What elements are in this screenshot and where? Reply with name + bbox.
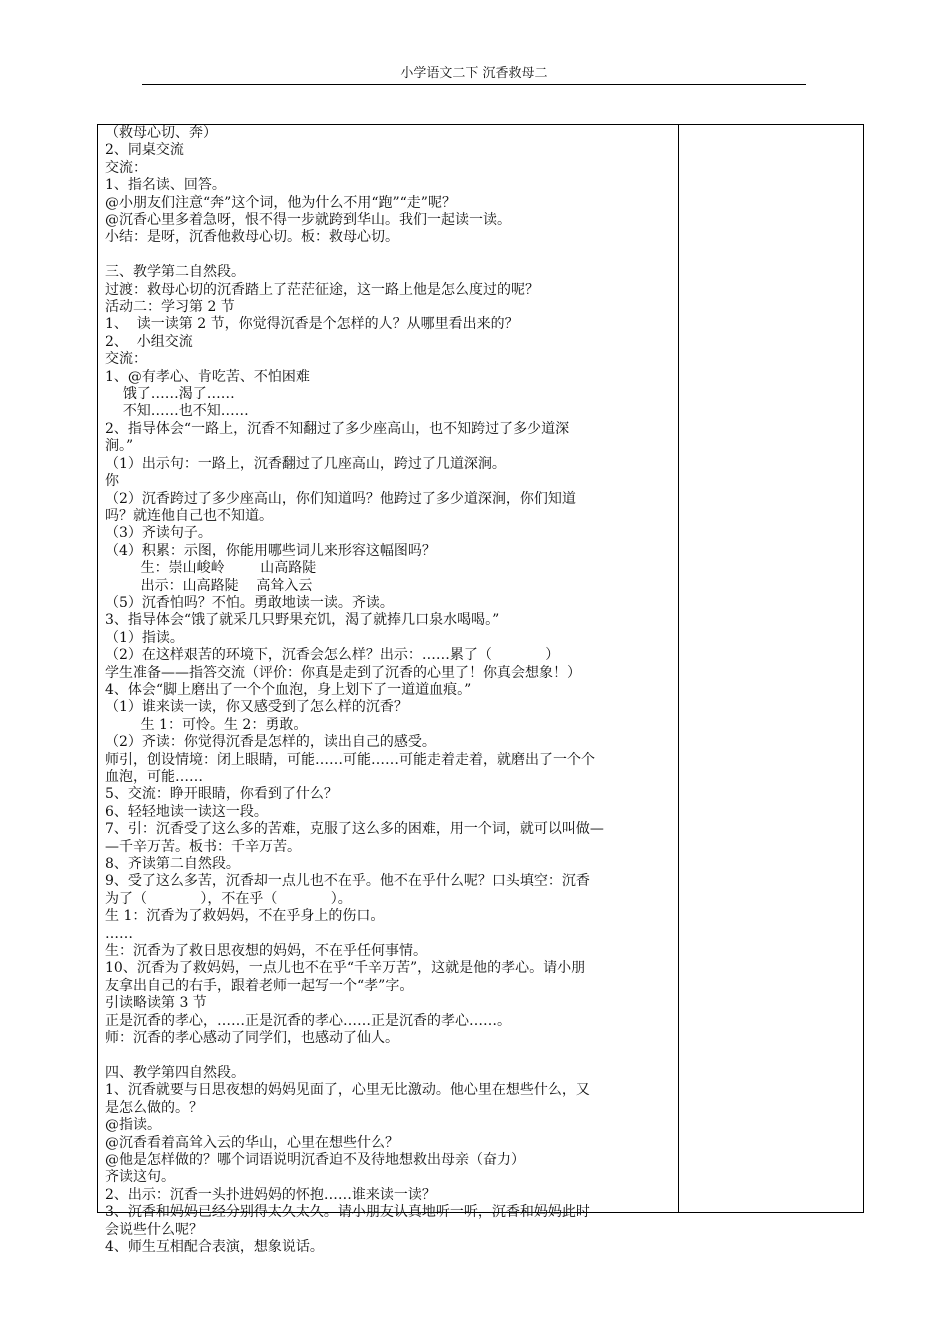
header-rule xyxy=(142,84,806,85)
text-line: 出示：山高路陡 高耸入云 xyxy=(105,577,313,594)
text-line: 生 1：沉香为了救妈妈，不在乎身上的伤口。 xyxy=(105,908,385,925)
text-line: @他是怎样做的？哪个词语说明沉香迫不及待地想救出母亲（奋力） xyxy=(105,1151,525,1168)
text-line: 是怎么做的。？ xyxy=(105,1099,203,1116)
text-line: @沉香看着高耸入云的华山，心里在想些什么？ xyxy=(105,1134,399,1151)
text-line xyxy=(105,1048,673,1065)
text-line: 引读略读第 3 节 xyxy=(105,995,207,1012)
text-line: （4）积累：示图，你能用哪些词儿来形容这幅图吗？ xyxy=(105,542,436,559)
text-line: 1、指名读、回答。 xyxy=(105,177,226,194)
text-line: 为了（ ），不在乎（ ）。 xyxy=(105,890,352,907)
text-line: 吗？就连他自己也不知道。 xyxy=(105,507,273,524)
text-line: 友拿出自己的右手，跟着老师一起写一个“孝”字。 xyxy=(105,977,414,994)
text-line: —千辛万苦。板书：千辛万苦。 xyxy=(105,838,301,855)
text-line: 学生准备——指答交流（评价：你真是走到了沉香的心里了！你真会想象！） xyxy=(105,664,581,681)
text-line: 四、教学第四自然段。 xyxy=(105,1064,245,1081)
text-line: 2、 小组交流 xyxy=(105,333,193,350)
text-line: 生：崇山峻岭 山高路陡 xyxy=(105,560,317,577)
page-header: 小学语文二下 沉香救母二 xyxy=(400,66,548,81)
text-line: 1、 读一读第 2 节，你觉得沉香是个怎样的人？从哪里看出来的？ xyxy=(105,316,519,333)
text-line: 10、沉香为了救妈妈，一点儿也不在乎“千辛万苦”，这就是他的孝心。请小朋 xyxy=(105,960,586,977)
text-line: 会说些什么呢？ xyxy=(105,1221,203,1238)
text-line: 7、引：沉香受了这么多的苦难，克服了这么多的困难，用一个词，就可以叫做— xyxy=(105,821,604,838)
text-line: 2、出示：沉香一头扑进妈妈的怀抱……谁来读一读？ xyxy=(105,1186,436,1203)
text-line: （1）谁来读一读，你又感受到了怎么样的沉香？ xyxy=(105,699,408,716)
text-line: 饿了……渴了…… xyxy=(105,386,235,403)
text-line: 齐读这句。 xyxy=(105,1169,175,1186)
text-line: 交流： xyxy=(105,159,147,176)
text-line: @沉香心里多着急呀，恨不得一步就跨到华山。我们一起读一读。 xyxy=(105,212,511,229)
text-line: 过渡：救母心切的沉香踏上了茫茫征途，这一路上他是怎么度过的呢？ xyxy=(105,281,539,298)
text-line: 1、@有孝心、肯吃苦、不怕困难 xyxy=(105,368,310,385)
text-line: 血泡，可能…… xyxy=(105,769,203,786)
text-line: 你 xyxy=(105,473,119,490)
text-line: 不知……也不知…… xyxy=(105,403,249,420)
text-line: （3）齐读句子。 xyxy=(105,525,212,542)
text-line: 2、指导体会“一路上，沉香不知翻过了多少座高山，也不知跨过了多少道深 xyxy=(105,420,570,437)
text-line: 4、师生互相配合表演，想象说话。 xyxy=(105,1238,324,1255)
text-line: （救母心切、奔） xyxy=(105,125,217,141)
text-line: 6、轻轻地读一读这一段。 xyxy=(105,803,268,820)
text-line: 2、同桌交流 xyxy=(105,142,184,159)
text-line: 生：沉香为了救日思夜想的妈妈，不在乎任何事情。 xyxy=(105,943,427,960)
text-line: （1）指读。 xyxy=(105,629,184,646)
notes-column xyxy=(679,125,863,1212)
text-line: 3、指导体会“饿了就采几只野果充饥，渴了就捧几口泉水喝喝。” xyxy=(105,612,500,629)
text-line: （5）沉香怕吗？不怕。勇敢地读一读。齐读。 xyxy=(105,594,394,611)
text-line: 小结：是呀，沉香他救母心切。板：救母心切。 xyxy=(105,229,399,246)
text-line xyxy=(105,247,673,264)
text-line: 生 1：可怜。生 2：勇敢。 xyxy=(105,716,308,733)
text-line: 正是沉香的孝心，……正是沉香的孝心……正是沉香的孝心……。 xyxy=(105,1012,511,1029)
text-line: 活动二：学习第 2 节 xyxy=(105,299,235,316)
text-line: 1、沉香就要与日思夜想的妈妈见面了，心里无比激动。他心里在想些什么，又 xyxy=(105,1082,590,1099)
text-line: （2）齐读：你觉得沉香是怎样的，读出自己的感受。 xyxy=(105,734,436,751)
text-line: @小朋友们注意“奔”这个词，他为什么不用“跑”“走”呢？ xyxy=(105,194,456,211)
text-line: 4、体会“脚上磨出了一个个血泡，身上划下了一道道血痕。” xyxy=(105,681,472,698)
text-line: 涧。” xyxy=(105,438,134,455)
lesson-table xyxy=(97,124,864,1255)
text-line: …… xyxy=(105,925,133,942)
text-line: 3、沉香和妈妈已经分别得太久太久。请小朋友认真地听一听，沉香和妈妈此时 xyxy=(105,1204,590,1221)
text-line: 三、教学第二自然段。 xyxy=(105,264,245,281)
text-line: 交流： xyxy=(105,351,147,368)
text-line: 5、交流：睁开眼睛，你看到了什么？ xyxy=(105,786,338,803)
lesson-content xyxy=(105,125,673,1256)
text-line: 9、受了这么多苦，沉香却一点儿也不在乎。他不在乎什么呢？口头填空：沉香 xyxy=(105,873,590,890)
text-line: 师引，创设情境：闭上眼睛，可能……可能……可能走着走着，就磨出了一个个 xyxy=(105,751,595,768)
text-line: 师：沉香的孝心感动了同学们，也感动了仙人。 xyxy=(105,1030,399,1047)
text-line: （1）出示句：一路上，沉香翻过了几座高山，跨过了几道深涧。 xyxy=(105,455,506,472)
text-line: 8、齐读第二自然段。 xyxy=(105,856,240,873)
text-line: @指读。 xyxy=(105,1117,161,1134)
text-line: （2）在这样艰苦的环境下，沉香会怎么样？出示：……累了（ ） xyxy=(105,647,560,664)
text-line: （2）沉香跨过了多少座高山，你们知道吗？他跨过了多少道深涧，你们知道 xyxy=(105,490,576,507)
